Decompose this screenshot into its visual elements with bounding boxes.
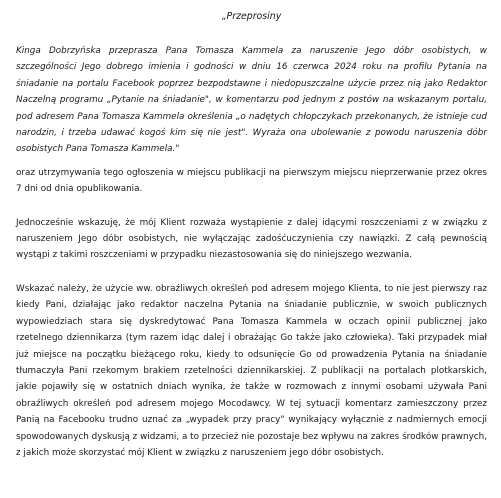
apology-paragraph: Kinga Dobrzyńska przeprasza Pana Tomasza Kammela za naruszenie Jego dóbr osobistych, w szczególności Jego dobrego imienia i godności w dniu 16 czerwca 2024 roku na profilu Pytania na śniadanie na portalu Facebook poprzez bezpodstawne i niedopuszczalne użycie przez nią jako Redaktor Naczelną programu „Pytanie na śniadanie", w komentarzu pod jednym z postów na wskazanym portalu, pod adresem Pana Tomasza Kammela określenia „o nadętych chłopczykach przekonanych, że istnieje cud narodzin, i trzeba udawać kogoś kim się nie jest". Wyraża ona ubolewanie z powodu naruszenia dóbr osobistych Pana Tomasza Kammela.": [16, 46, 487, 155]
publication-period-paragraph: oraz utrzymywania tego ogłoszenia w miejscu publikacji na pierwszym miejscu nieprzerwanie przez okres 7 dni od dnia opublikowania.: [16, 167, 487, 195]
claims-paragraph: Jednocześnie wskazuję, że mój Klient rozważa wystąpienie z dalej idącymi roszczeniami z w związku z naruszeniem Jego dóbr osobistych, nie wyłączając zadośćuczynienia czy nawiązki. Z całą pewnością wystąpi z takimi roszczeniami w przypadku niezastosowania się do niniejszego wezwania.: [16, 217, 487, 261]
context-paragraph: Wskazać należy, że użycie ww. obraźliwych określeń pod adresem mojego Klienta, to nie jest pierwszy raz kiedy Pani, działając jako redaktor naczelna Pytania na śniadanie publicznie, w swoich publicznych wypowiedziach stara się dyskredytować Pana Tomasza Kammela w oczach opinii publicznej jako rzetelnego dziennikarza (tym razem idąc dalej i obrażając Go także jako człowieka). Taki przypadek miał już miejsce na początku bieżącego roku, kiedy to odsunięcie Go od prowadzenia Pytania na śniadanie tłumaczyła Pani rzekomym brakiem rzetelności dziennikarskiej. Z publikacji na portalach plotkarskich, jakie pojawiły się w ostatnich dniach wynika, że także w rozmowach z innymi osobami używała Pani obraźliwych określeń pod adresem mojego Mocodawcy. W tej sytuacji komentarz zamieszczony przez Panią na Facebooku trudno uznać za „wypadek przy pracy" wynikający wyłącznie z nadmiernych emocji spowodowanych dyskusją z widzami, a to przecież nie pozostaje bez wpływu na zakres środków prawnych, z jakich może skorzystać mój Klient w związku z naruszeniem jego dóbr osobistych.: [16, 283, 487, 458]
document-title: „Przeprosiny: [221, 11, 282, 22]
